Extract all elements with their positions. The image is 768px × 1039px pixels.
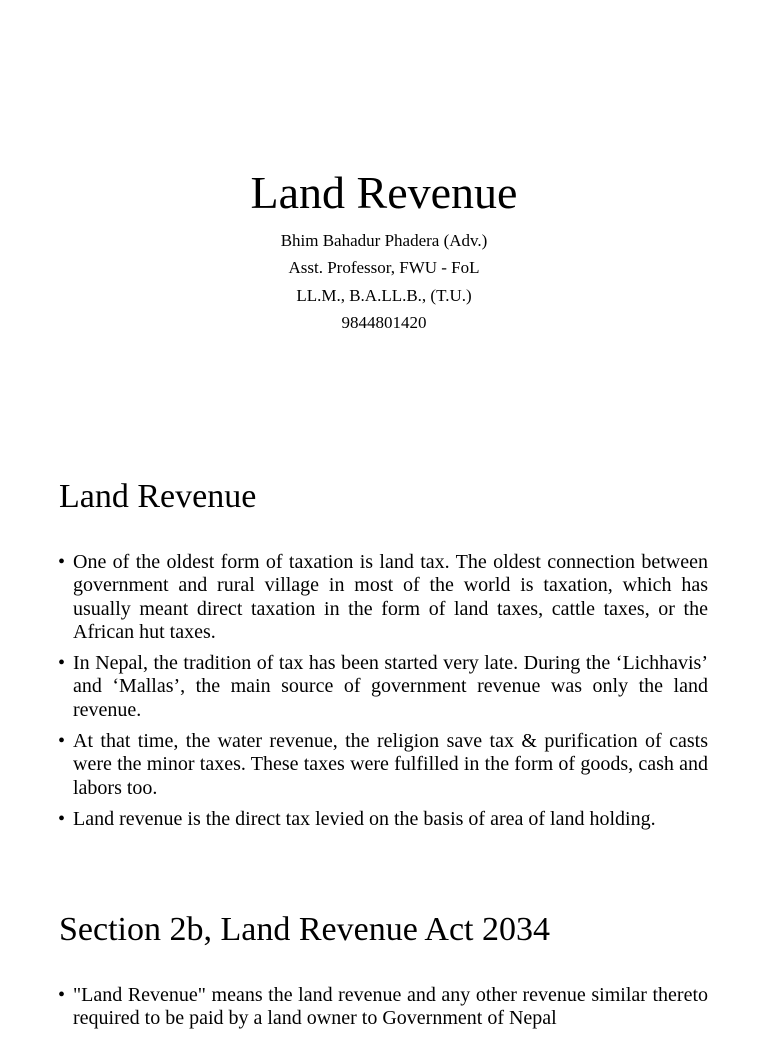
bullet-text: "Land Revenue" means the land revenue and any other revenue similar thereto required to be paid by a land owner to Government of Nepal bbox=[73, 984, 708, 1030]
bullet-list bbox=[59, 551, 708, 839]
subtitle-block bbox=[0, 227, 768, 336]
bullet-text: Land revenue is the direct tax levied on the basis of area of land holding. bbox=[73, 807, 656, 830]
bullet-text: At that time, the water revenue, the religion save tax & purification of casts were the minor taxes. These taxes were fulfilled in the form of goods, cash and labors too. bbox=[73, 730, 708, 799]
bullet-icon: • bbox=[58, 551, 66, 573]
bullet-item bbox=[59, 808, 708, 831]
slide-title: Land Revenue bbox=[250, 167, 518, 218]
bullet-text: One of the oldest form of taxation is land tax. The oldest connection between government and rural village in most of the world is taxation, which has usually meant direct taxation in the form of land taxes, cattle taxes, or the African hut taxes. bbox=[73, 551, 708, 643]
bullet-icon: • bbox=[58, 807, 66, 830]
bullet-item bbox=[59, 652, 708, 722]
bullet-item bbox=[59, 730, 708, 800]
slide-heading: Land Revenue bbox=[59, 478, 257, 515]
author-phone: 9844801420 bbox=[341, 312, 427, 332]
author-degrees: LL.M., B.A.LL.B., (T.U.) bbox=[296, 285, 472, 305]
land-revenue-slide bbox=[0, 432, 768, 864]
bullet-item bbox=[59, 551, 708, 644]
section-2b-slide bbox=[0, 864, 768, 1030]
title-slide bbox=[0, 0, 768, 432]
author-position: Asst. Professor, FWU - FoL bbox=[288, 258, 480, 278]
slide-heading: Section 2b, Land Revenue Act 2034 bbox=[59, 911, 551, 948]
bullet-icon: • bbox=[58, 730, 66, 753]
bullet-list bbox=[59, 984, 708, 1039]
bullet-text: In Nepal, the tradition of tax has been started very late. During the ‘Lichhavis’ and ‘Mallas’, the main source of government revenue was only the land revenue. bbox=[73, 652, 708, 721]
author-name: Bhim Bahadur Phadera (Adv.) bbox=[280, 231, 488, 250]
bullet-icon: • bbox=[58, 984, 66, 1006]
bullet-icon: • bbox=[58, 652, 66, 675]
